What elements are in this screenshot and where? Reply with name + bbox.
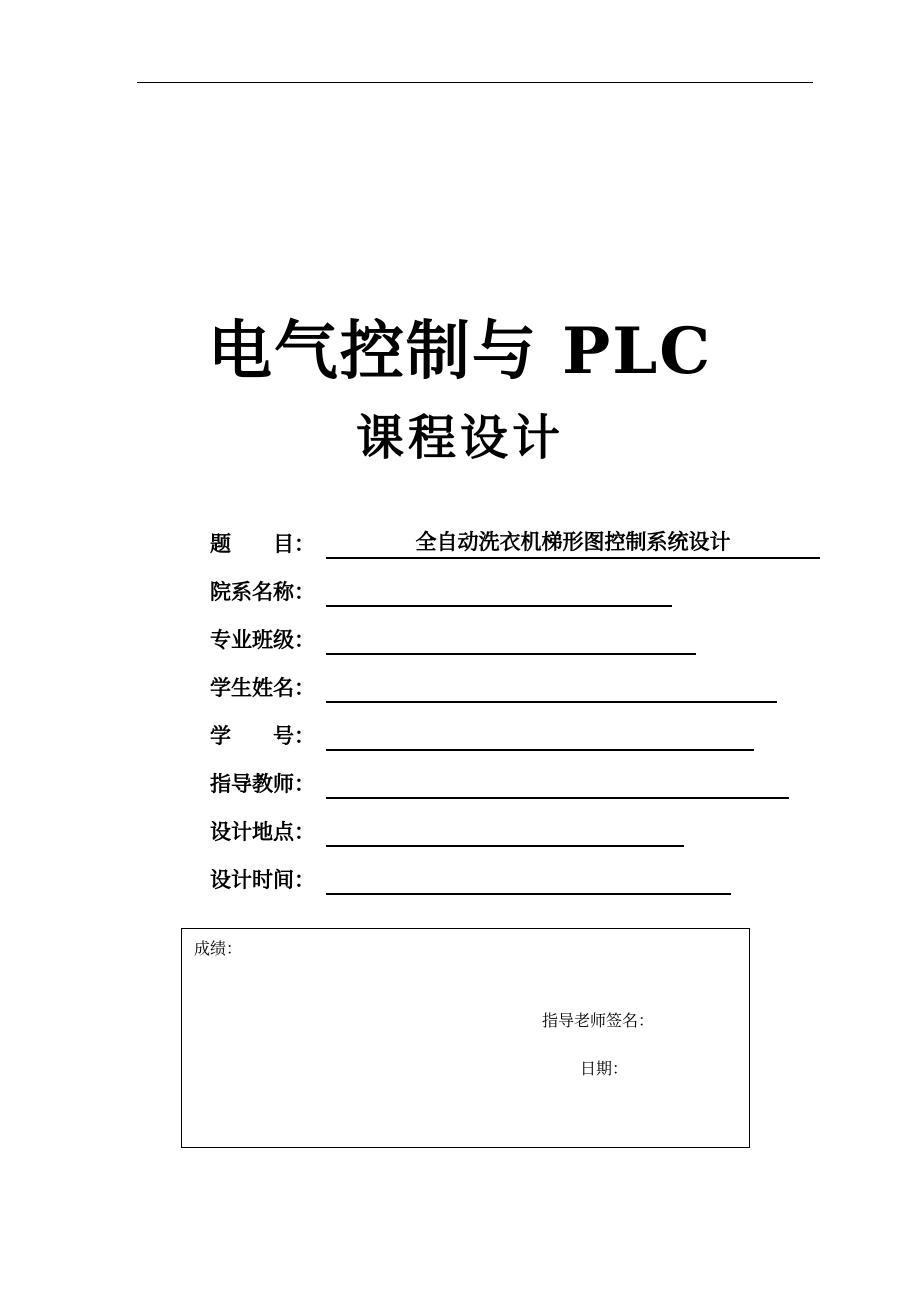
- student-name-field[interactable]: [326, 671, 777, 703]
- advisor-label: 指导教师：: [210, 772, 315, 796]
- document-subtitle: 课程设计: [355, 410, 564, 466]
- location-field[interactable]: [326, 815, 684, 847]
- student-id-label: 学 号：: [210, 724, 315, 748]
- class-field[interactable]: [326, 623, 696, 655]
- student-id-field[interactable]: [326, 719, 754, 751]
- grade-box: [181, 928, 750, 1148]
- design-time-label: 设计时间：: [210, 868, 315, 892]
- department-label: 院系名称：: [210, 580, 315, 604]
- topic-field[interactable]: 全自动洗衣机梯形图控制系统设计: [326, 527, 820, 559]
- signature-label: 指导老师签名：: [542, 1011, 655, 1030]
- department-field[interactable]: [326, 575, 672, 607]
- topic-label: 题 目：: [210, 532, 315, 556]
- advisor-field[interactable]: [326, 767, 789, 799]
- header-rule: [137, 82, 813, 83]
- design-time-field[interactable]: [326, 863, 731, 895]
- grade-label: 成绩：: [194, 939, 243, 958]
- location-label: 设计地点：: [210, 820, 315, 844]
- document-title: 电气控制与 PLC: [207, 314, 713, 389]
- date-label: 日期：: [580, 1059, 629, 1078]
- student-name-label: 学生姓名：: [210, 676, 315, 700]
- class-label: 专业班级：: [210, 628, 315, 652]
